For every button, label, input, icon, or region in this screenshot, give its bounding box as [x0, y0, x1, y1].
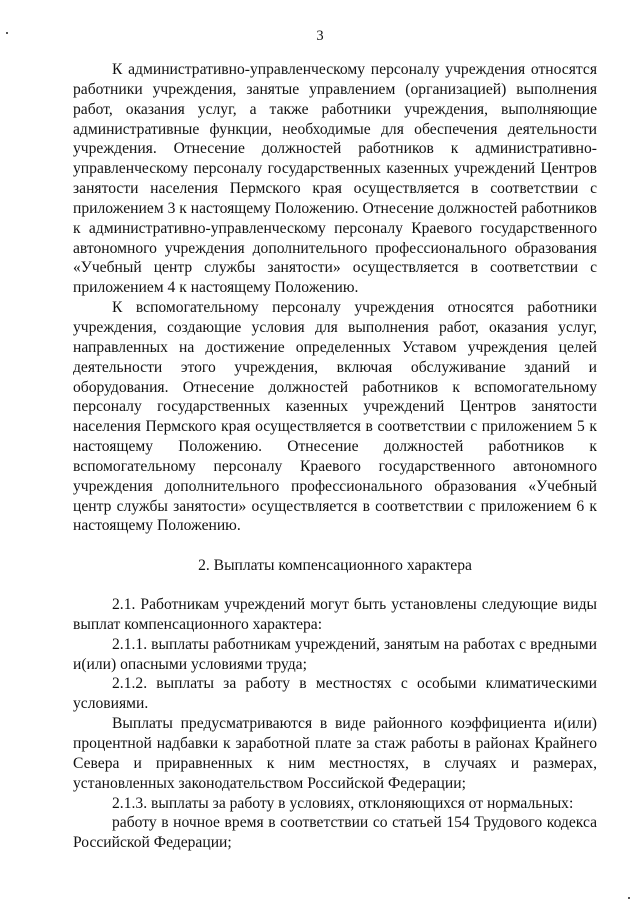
scan-mark: [628, 897, 630, 899]
paragraph-2-1-2: 2.1.2. выплаты за работу в местностях с особыми климатическими условиями.: [73, 675, 597, 713]
paragraph-night-work: работу в ночное время в соответствии со статьей 154 Трудового кодекса Российской Федерации;: [73, 814, 597, 852]
page-number: 3: [316, 28, 324, 44]
paragraph-2-1: 2.1. Работникам учреждений могут быть установлены следующие виды выплат компенсационного характера:: [73, 596, 597, 633]
paragraph-northern-payments: Выплаты предусматриваются в виде районного коэффициента и(или) процентной надбавки к заработной плате за стаж работы в районах Крайнего Севера и приравненных к ним местностях, в случаях и размерах, установленных законодательством Российской Федерации;: [73, 715, 597, 792]
paragraph-admin-staff: К административно-управленческому персоналу учреждения относятся работники учреждения, занятые управлением (организацией) выполнения работ, оказания услуг, а также работники учреждения, выполняющие административные функции, необходимые для обеспечения деятельности учреждения. Отнесение должностей работников к административно-управленческому персоналу государственных казенных учреждений Центров занятости населения Пермского края осуществляется в соответствии с приложением 3 к настоящему Положению. Отнесение должностей работников к административно-управленческому персоналу Краевого государственного автономного учреждения дополнительного профессионального образования «Учебный центр службы занятости» осуществляется в соответствии с приложением 4 к настоящему Положению.: [73, 61, 597, 297]
paragraph-2-1-3: 2.1.3. выплаты за работу в условиях, отклоняющихся от нормальных:: [112, 794, 574, 812]
document-body: [73, 60, 597, 853]
section-heading: 2. Выплаты компенсационного характера: [198, 557, 472, 575]
paragraph-2-1-1: 2.1.1. выплаты работникам учреждений, занятым на работах с вредными и(или) опасными условиями труда;: [73, 635, 597, 673]
paragraph-support-staff: К вспомогательному персоналу учреждения относятся работники учреждения, создающие условия для выполнения работ, оказания услуг, направленных на достижение определенных Уставом учреждения целей деятельности этого учреждения, включая обслуживание зданий и оборудования. Отнесение должностей работников к вспомогательному персоналу государственных казенных учреждений Центров занятости населения Пермского края осуществляется в соответствии с приложением 5 к настоящему Положению. Отнесение должностей работников к вспомогательному персоналу Краевого государственного автономного учреждения дополнительного профессионального образования «Учебный центр службы занятости» осуществляется в соответствии с приложением 6 к настоящему Положению.: [73, 299, 597, 535]
